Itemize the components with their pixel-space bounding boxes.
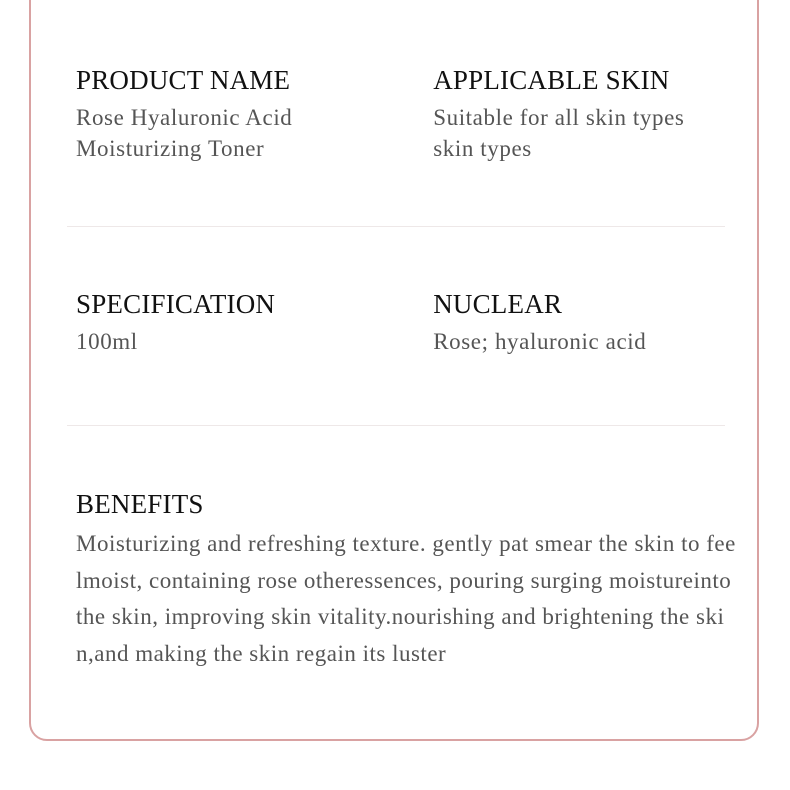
nuclear-block (433, 288, 726, 357)
specification-block (76, 288, 433, 357)
applicable-skin-value: Suitable for all skin types skin types (433, 105, 685, 161)
section-divider (67, 226, 725, 227)
specification-value: 100ml (76, 329, 138, 354)
benefits-heading: BENEFITS (76, 489, 204, 519)
specification-heading: SPECIFICATION (76, 289, 276, 319)
product-name-value: Rose Hyaluronic Acid Moisturizing Toner (76, 105, 293, 161)
product-name-heading: PRODUCT NAME (76, 65, 291, 95)
applicable-skin-block (433, 64, 726, 164)
applicable-skin-heading: APPLICABLE SKIN (433, 65, 670, 95)
benefits-section (76, 488, 736, 672)
benefits-text: Moisturizing and refreshing texture. gently pat smear the skin to feelmoist, containing rose otheressences, pouring surging moistureinto the skin, improving skin vitality.nourishing and brightening the skin,and making the skin regain its luster (76, 531, 736, 666)
product-info-card (29, 0, 759, 741)
product-name-block (76, 64, 433, 164)
section-divider (67, 425, 725, 426)
specs-section (76, 288, 726, 357)
product-section (76, 64, 726, 164)
nuclear-heading: NUCLEAR (433, 289, 563, 319)
nuclear-value: Rose; hyaluronic acid (433, 329, 647, 354)
